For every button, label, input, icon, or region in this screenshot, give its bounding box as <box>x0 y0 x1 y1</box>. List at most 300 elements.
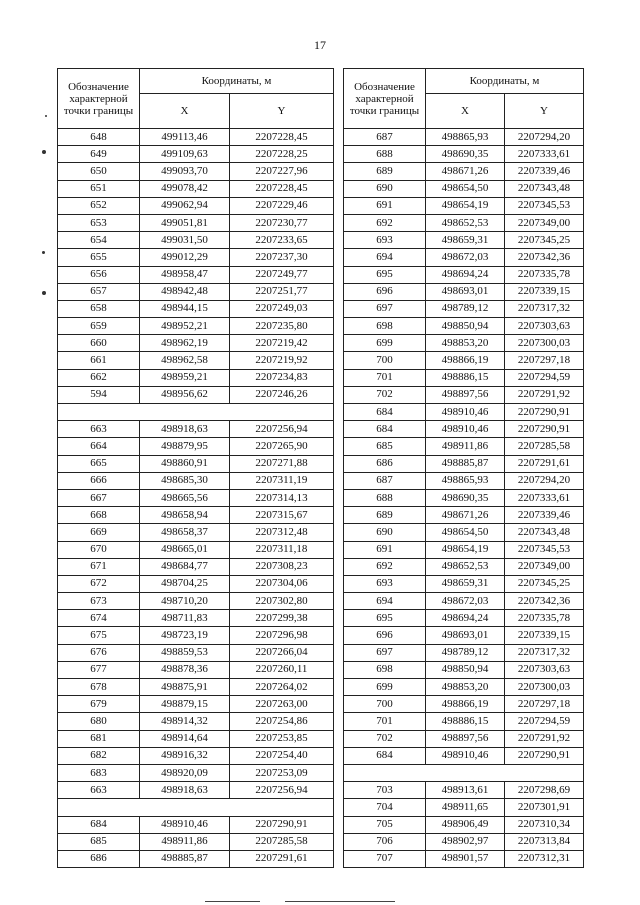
point-cell: 674 <box>58 610 140 627</box>
table-row <box>344 266 584 283</box>
y-cell: 2207342,36 <box>505 249 584 266</box>
point-cell: 672 <box>58 575 140 592</box>
point-cell: 703 <box>344 782 426 799</box>
y-cell: 2207317,32 <box>505 300 584 317</box>
x-cell: 498711,83 <box>140 610 230 627</box>
table-row <box>344 593 584 610</box>
point-cell: 684 <box>344 404 426 421</box>
table-row <box>344 180 584 197</box>
point-cell: 667 <box>58 489 140 506</box>
y-cell: 2207333,61 <box>505 489 584 506</box>
y-cell: 2207297,18 <box>505 352 584 369</box>
point-cell: 684 <box>344 421 426 438</box>
y-cell: 2207297,18 <box>505 696 584 713</box>
y-cell: 2207335,78 <box>505 266 584 283</box>
y-cell: 2207291,61 <box>505 455 584 472</box>
x-cell: 498690,35 <box>426 146 505 163</box>
table-row <box>58 352 334 369</box>
y-cell: 2207290,91 <box>505 404 584 421</box>
y-cell: 2207254,40 <box>230 747 334 764</box>
y-cell: 2207254,86 <box>230 713 334 730</box>
x-cell: 498942,48 <box>140 283 230 300</box>
table-row <box>58 472 334 489</box>
y-cell: 2207312,31 <box>505 850 584 867</box>
header-x: X <box>140 94 230 129</box>
x-cell: 498693,01 <box>426 283 505 300</box>
point-cell: 697 <box>344 300 426 317</box>
x-cell: 498866,19 <box>426 352 505 369</box>
header-point-designation: Обозначение характерной точки границы <box>58 69 140 129</box>
x-cell: 498652,53 <box>426 214 505 231</box>
x-cell: 498694,24 <box>426 610 505 627</box>
point-cell: 661 <box>58 352 140 369</box>
y-cell: 2207312,48 <box>230 524 334 541</box>
y-cell: 2207345,25 <box>505 232 584 249</box>
table-row <box>344 472 584 489</box>
table-row <box>344 438 584 455</box>
point-cell: 657 <box>58 283 140 300</box>
y-cell: 2207304,06 <box>230 575 334 592</box>
table-row <box>58 197 334 214</box>
y-cell: 2207219,42 <box>230 335 334 352</box>
point-cell: 700 <box>344 696 426 713</box>
point-cell: 691 <box>344 541 426 558</box>
point-cell: 663 <box>58 421 140 438</box>
point-cell: 690 <box>344 524 426 541</box>
table-row <box>344 318 584 335</box>
point-cell: 651 <box>58 180 140 197</box>
header-x: X <box>426 94 505 129</box>
table-row <box>58 283 334 300</box>
y-cell: 2207253,85 <box>230 730 334 747</box>
table-row <box>58 232 334 249</box>
point-cell: 650 <box>58 163 140 180</box>
point-cell: 668 <box>58 507 140 524</box>
x-cell: 498911,65 <box>426 799 505 816</box>
table-row <box>344 404 584 421</box>
y-cell: 2207300,03 <box>505 335 584 352</box>
point-cell: 696 <box>344 627 426 644</box>
x-cell: 498944,15 <box>140 300 230 317</box>
y-cell: 2207233,65 <box>230 232 334 249</box>
table-row <box>58 163 334 180</box>
separator-row <box>58 799 334 816</box>
x-cell: 498914,64 <box>140 730 230 747</box>
table-row <box>344 369 584 386</box>
y-cell: 2207249,03 <box>230 300 334 317</box>
point-cell: 705 <box>344 816 426 833</box>
table-row <box>344 833 584 850</box>
x-cell: 498910,46 <box>426 421 505 438</box>
point-cell: 660 <box>58 335 140 352</box>
y-cell: 2207294,59 <box>505 369 584 386</box>
point-cell: 695 <box>344 266 426 283</box>
table-row <box>344 507 584 524</box>
y-cell: 2207290,91 <box>230 816 334 833</box>
separator-cell <box>58 404 334 421</box>
table-row <box>58 266 334 283</box>
table-row <box>58 180 334 197</box>
y-cell: 2207343,48 <box>505 180 584 197</box>
y-cell: 2207249,77 <box>230 266 334 283</box>
point-cell: 666 <box>58 472 140 489</box>
point-cell: 698 <box>344 661 426 678</box>
y-cell: 2207264,02 <box>230 679 334 696</box>
table-row <box>344 610 584 627</box>
point-cell: 694 <box>344 593 426 610</box>
x-cell: 498879,15 <box>140 696 230 713</box>
y-cell: 2207349,00 <box>505 558 584 575</box>
scan-dot <box>42 291 46 295</box>
point-cell: 685 <box>58 833 140 850</box>
point-cell: 707 <box>344 850 426 867</box>
table-row <box>344 421 584 438</box>
x-cell: 498958,47 <box>140 266 230 283</box>
table-row <box>58 558 334 575</box>
header-coordinates: Координаты, м <box>140 69 334 94</box>
point-cell: 682 <box>58 747 140 764</box>
table-row <box>344 249 584 266</box>
y-cell: 2207230,77 <box>230 214 334 231</box>
y-cell: 2207311,19 <box>230 472 334 489</box>
x-cell: 498875,91 <box>140 679 230 696</box>
point-cell: 686 <box>344 455 426 472</box>
table-row <box>58 593 334 610</box>
point-cell: 687 <box>344 129 426 146</box>
x-cell: 498962,19 <box>140 335 230 352</box>
table-row <box>344 541 584 558</box>
y-cell: 2207298,69 <box>505 782 584 799</box>
point-cell: 683 <box>58 764 140 781</box>
x-cell: 499031,50 <box>140 232 230 249</box>
table-row <box>344 575 584 592</box>
x-cell: 498850,94 <box>426 661 505 678</box>
x-cell: 498962,58 <box>140 352 230 369</box>
y-cell: 2207234,83 <box>230 369 334 386</box>
point-cell: 678 <box>58 679 140 696</box>
x-cell: 498685,30 <box>140 472 230 489</box>
table-row <box>58 730 334 747</box>
x-cell: 498850,94 <box>426 318 505 335</box>
point-cell: 684 <box>58 816 140 833</box>
x-cell: 498672,03 <box>426 593 505 610</box>
separator-row <box>344 764 584 781</box>
y-cell: 2207228,45 <box>230 180 334 197</box>
y-cell: 2207263,00 <box>230 696 334 713</box>
x-cell: 498901,57 <box>426 850 505 867</box>
x-cell: 498914,32 <box>140 713 230 730</box>
point-cell: 652 <box>58 197 140 214</box>
y-cell: 2207256,94 <box>230 421 334 438</box>
y-cell: 2207251,77 <box>230 283 334 300</box>
x-cell: 499078,42 <box>140 180 230 197</box>
table-row <box>344 730 584 747</box>
x-cell: 498886,15 <box>426 713 505 730</box>
y-cell: 2207253,09 <box>230 764 334 781</box>
table-row <box>58 249 334 266</box>
table-row <box>344 627 584 644</box>
y-cell: 2207256,94 <box>230 782 334 799</box>
x-cell: 498902,97 <box>426 833 505 850</box>
table-row <box>344 197 584 214</box>
table-row <box>344 558 584 575</box>
x-cell: 499062,94 <box>140 197 230 214</box>
point-cell: 702 <box>344 730 426 747</box>
y-cell: 2207291,92 <box>505 386 584 403</box>
table-row <box>344 816 584 833</box>
point-cell: 699 <box>344 679 426 696</box>
table-row <box>58 146 334 163</box>
point-cell: 665 <box>58 455 140 472</box>
table-row <box>58 214 334 231</box>
x-cell: 498956,62 <box>140 386 230 403</box>
table-row <box>344 850 584 867</box>
y-cell: 2207333,61 <box>505 146 584 163</box>
y-cell: 2207294,20 <box>505 129 584 146</box>
y-cell: 2207237,30 <box>230 249 334 266</box>
point-cell: 680 <box>58 713 140 730</box>
table-row <box>58 300 334 317</box>
header-y: Y <box>505 94 584 129</box>
table-body-left <box>58 129 334 868</box>
y-cell: 2207303,63 <box>505 318 584 335</box>
table-row <box>58 335 334 352</box>
y-cell: 2207314,13 <box>230 489 334 506</box>
table-row <box>58 850 334 867</box>
y-cell: 2207291,92 <box>505 730 584 747</box>
point-cell: 688 <box>344 146 426 163</box>
point-cell: 696 <box>344 283 426 300</box>
point-cell: 679 <box>58 696 140 713</box>
scan-dot <box>42 150 46 154</box>
y-cell: 2207317,32 <box>505 644 584 661</box>
x-cell: 498654,19 <box>426 197 505 214</box>
point-cell: 671 <box>58 558 140 575</box>
point-cell: 669 <box>58 524 140 541</box>
table-row <box>344 696 584 713</box>
x-cell: 498860,91 <box>140 455 230 472</box>
y-cell: 2207300,03 <box>505 679 584 696</box>
x-cell: 499093,70 <box>140 163 230 180</box>
x-cell: 498913,61 <box>426 782 505 799</box>
table-row <box>344 214 584 231</box>
table-row <box>344 782 584 799</box>
x-cell: 498853,20 <box>426 335 505 352</box>
x-cell: 498789,12 <box>426 300 505 317</box>
point-cell: 702 <box>344 386 426 403</box>
table-row <box>58 507 334 524</box>
point-cell: 694 <box>344 249 426 266</box>
y-cell: 2207345,53 <box>505 197 584 214</box>
table-row <box>58 129 334 146</box>
x-cell: 498789,12 <box>426 644 505 661</box>
y-cell: 2207310,34 <box>505 816 584 833</box>
table-row <box>58 489 334 506</box>
scan-line <box>285 901 395 902</box>
table-row <box>58 747 334 764</box>
point-cell: 689 <box>344 507 426 524</box>
separator-row <box>58 404 334 421</box>
table-row <box>344 163 584 180</box>
x-cell: 498916,32 <box>140 747 230 764</box>
y-cell: 2207299,38 <box>230 610 334 627</box>
table-row <box>344 129 584 146</box>
y-cell: 2207228,25 <box>230 146 334 163</box>
table-row <box>58 386 334 403</box>
x-cell: 498859,53 <box>140 644 230 661</box>
point-cell: 686 <box>58 850 140 867</box>
x-cell: 498866,19 <box>426 696 505 713</box>
point-cell: 692 <box>344 214 426 231</box>
x-cell: 498878,36 <box>140 661 230 678</box>
scan-line <box>205 901 260 902</box>
x-cell: 498665,01 <box>140 541 230 558</box>
y-cell: 2207296,98 <box>230 627 334 644</box>
x-cell: 498879,95 <box>140 438 230 455</box>
header-point-designation: Обозначение характерной точки границы <box>344 69 426 129</box>
point-cell: 670 <box>58 541 140 558</box>
table-row <box>344 524 584 541</box>
point-cell: 656 <box>58 266 140 283</box>
y-cell: 2207228,45 <box>230 129 334 146</box>
coordinates-table-left <box>57 68 334 868</box>
table-row <box>58 438 334 455</box>
x-cell: 498652,53 <box>426 558 505 575</box>
table-row <box>58 782 334 799</box>
y-cell: 2207229,46 <box>230 197 334 214</box>
point-cell: 691 <box>344 197 426 214</box>
table-row <box>58 679 334 696</box>
x-cell: 498886,15 <box>426 369 505 386</box>
point-cell: 649 <box>58 146 140 163</box>
y-cell: 2207342,36 <box>505 593 584 610</box>
point-cell: 676 <box>58 644 140 661</box>
y-cell: 2207294,20 <box>505 472 584 489</box>
y-cell: 2207290,91 <box>505 421 584 438</box>
x-cell: 498704,25 <box>140 575 230 592</box>
point-cell: 693 <box>344 232 426 249</box>
point-cell: 648 <box>58 129 140 146</box>
x-cell: 499051,81 <box>140 214 230 231</box>
x-cell: 499012,29 <box>140 249 230 266</box>
x-cell: 498918,63 <box>140 421 230 438</box>
x-cell: 498853,20 <box>426 679 505 696</box>
x-cell: 498654,50 <box>426 524 505 541</box>
table-row <box>344 232 584 249</box>
scan-dot <box>45 115 47 117</box>
table-row <box>58 696 334 713</box>
point-cell: 655 <box>58 249 140 266</box>
table-row <box>58 421 334 438</box>
point-cell: 701 <box>344 713 426 730</box>
y-cell: 2207308,23 <box>230 558 334 575</box>
x-cell: 498665,56 <box>140 489 230 506</box>
x-cell: 498654,50 <box>426 180 505 197</box>
point-cell: 681 <box>58 730 140 747</box>
x-cell: 498897,56 <box>426 386 505 403</box>
table-row <box>58 455 334 472</box>
x-cell: 498694,24 <box>426 266 505 283</box>
table-row <box>58 816 334 833</box>
x-cell: 498952,21 <box>140 318 230 335</box>
table-row <box>58 764 334 781</box>
table-row <box>58 644 334 661</box>
table-row <box>344 489 584 506</box>
point-cell: 685 <box>344 438 426 455</box>
point-cell: 594 <box>58 386 140 403</box>
x-cell: 498684,77 <box>140 558 230 575</box>
x-cell: 498906,49 <box>426 816 505 833</box>
header-y: Y <box>230 94 334 129</box>
x-cell: 498911,86 <box>426 438 505 455</box>
point-cell: 688 <box>344 489 426 506</box>
table-row <box>58 661 334 678</box>
y-cell: 2207311,18 <box>230 541 334 558</box>
table-row <box>344 713 584 730</box>
x-cell: 498910,46 <box>426 404 505 421</box>
y-cell: 2207294,59 <box>505 713 584 730</box>
x-cell: 498920,09 <box>140 764 230 781</box>
table-row <box>58 627 334 644</box>
scan-dot <box>42 251 45 254</box>
x-cell: 498865,93 <box>426 472 505 489</box>
point-cell: 689 <box>344 163 426 180</box>
point-cell: 675 <box>58 627 140 644</box>
y-cell: 2207302,80 <box>230 593 334 610</box>
table-row <box>344 661 584 678</box>
y-cell: 2207227,96 <box>230 163 334 180</box>
table-row <box>58 610 334 627</box>
table-row <box>58 575 334 592</box>
x-cell: 498911,86 <box>140 833 230 850</box>
point-cell: 706 <box>344 833 426 850</box>
x-cell: 499113,46 <box>140 129 230 146</box>
y-cell: 2207345,25 <box>505 575 584 592</box>
y-cell: 2207339,46 <box>505 163 584 180</box>
x-cell: 498658,94 <box>140 507 230 524</box>
x-cell: 498690,35 <box>426 489 505 506</box>
y-cell: 2207266,04 <box>230 644 334 661</box>
point-cell: 695 <box>344 610 426 627</box>
point-cell: 704 <box>344 799 426 816</box>
table-row <box>58 369 334 386</box>
point-cell: 698 <box>344 318 426 335</box>
point-cell: 692 <box>344 558 426 575</box>
y-cell: 2207291,61 <box>230 850 334 867</box>
y-cell: 2207339,15 <box>505 627 584 644</box>
y-cell: 2207260,11 <box>230 661 334 678</box>
x-cell: 499109,63 <box>140 146 230 163</box>
x-cell: 498654,19 <box>426 541 505 558</box>
table-row <box>344 352 584 369</box>
point-cell: 659 <box>58 318 140 335</box>
table-row <box>344 300 584 317</box>
x-cell: 498897,56 <box>426 730 505 747</box>
point-cell: 697 <box>344 644 426 661</box>
y-cell: 2207235,80 <box>230 318 334 335</box>
table-row <box>344 455 584 472</box>
table-row <box>344 146 584 163</box>
x-cell: 498918,63 <box>140 782 230 799</box>
separator-cell <box>344 764 584 781</box>
y-cell: 2207219,92 <box>230 352 334 369</box>
table-row <box>58 833 334 850</box>
y-cell: 2207349,00 <box>505 214 584 231</box>
table-row <box>344 386 584 403</box>
coordinates-table-right <box>343 68 584 868</box>
x-cell: 498671,26 <box>426 163 505 180</box>
x-cell: 498659,31 <box>426 232 505 249</box>
